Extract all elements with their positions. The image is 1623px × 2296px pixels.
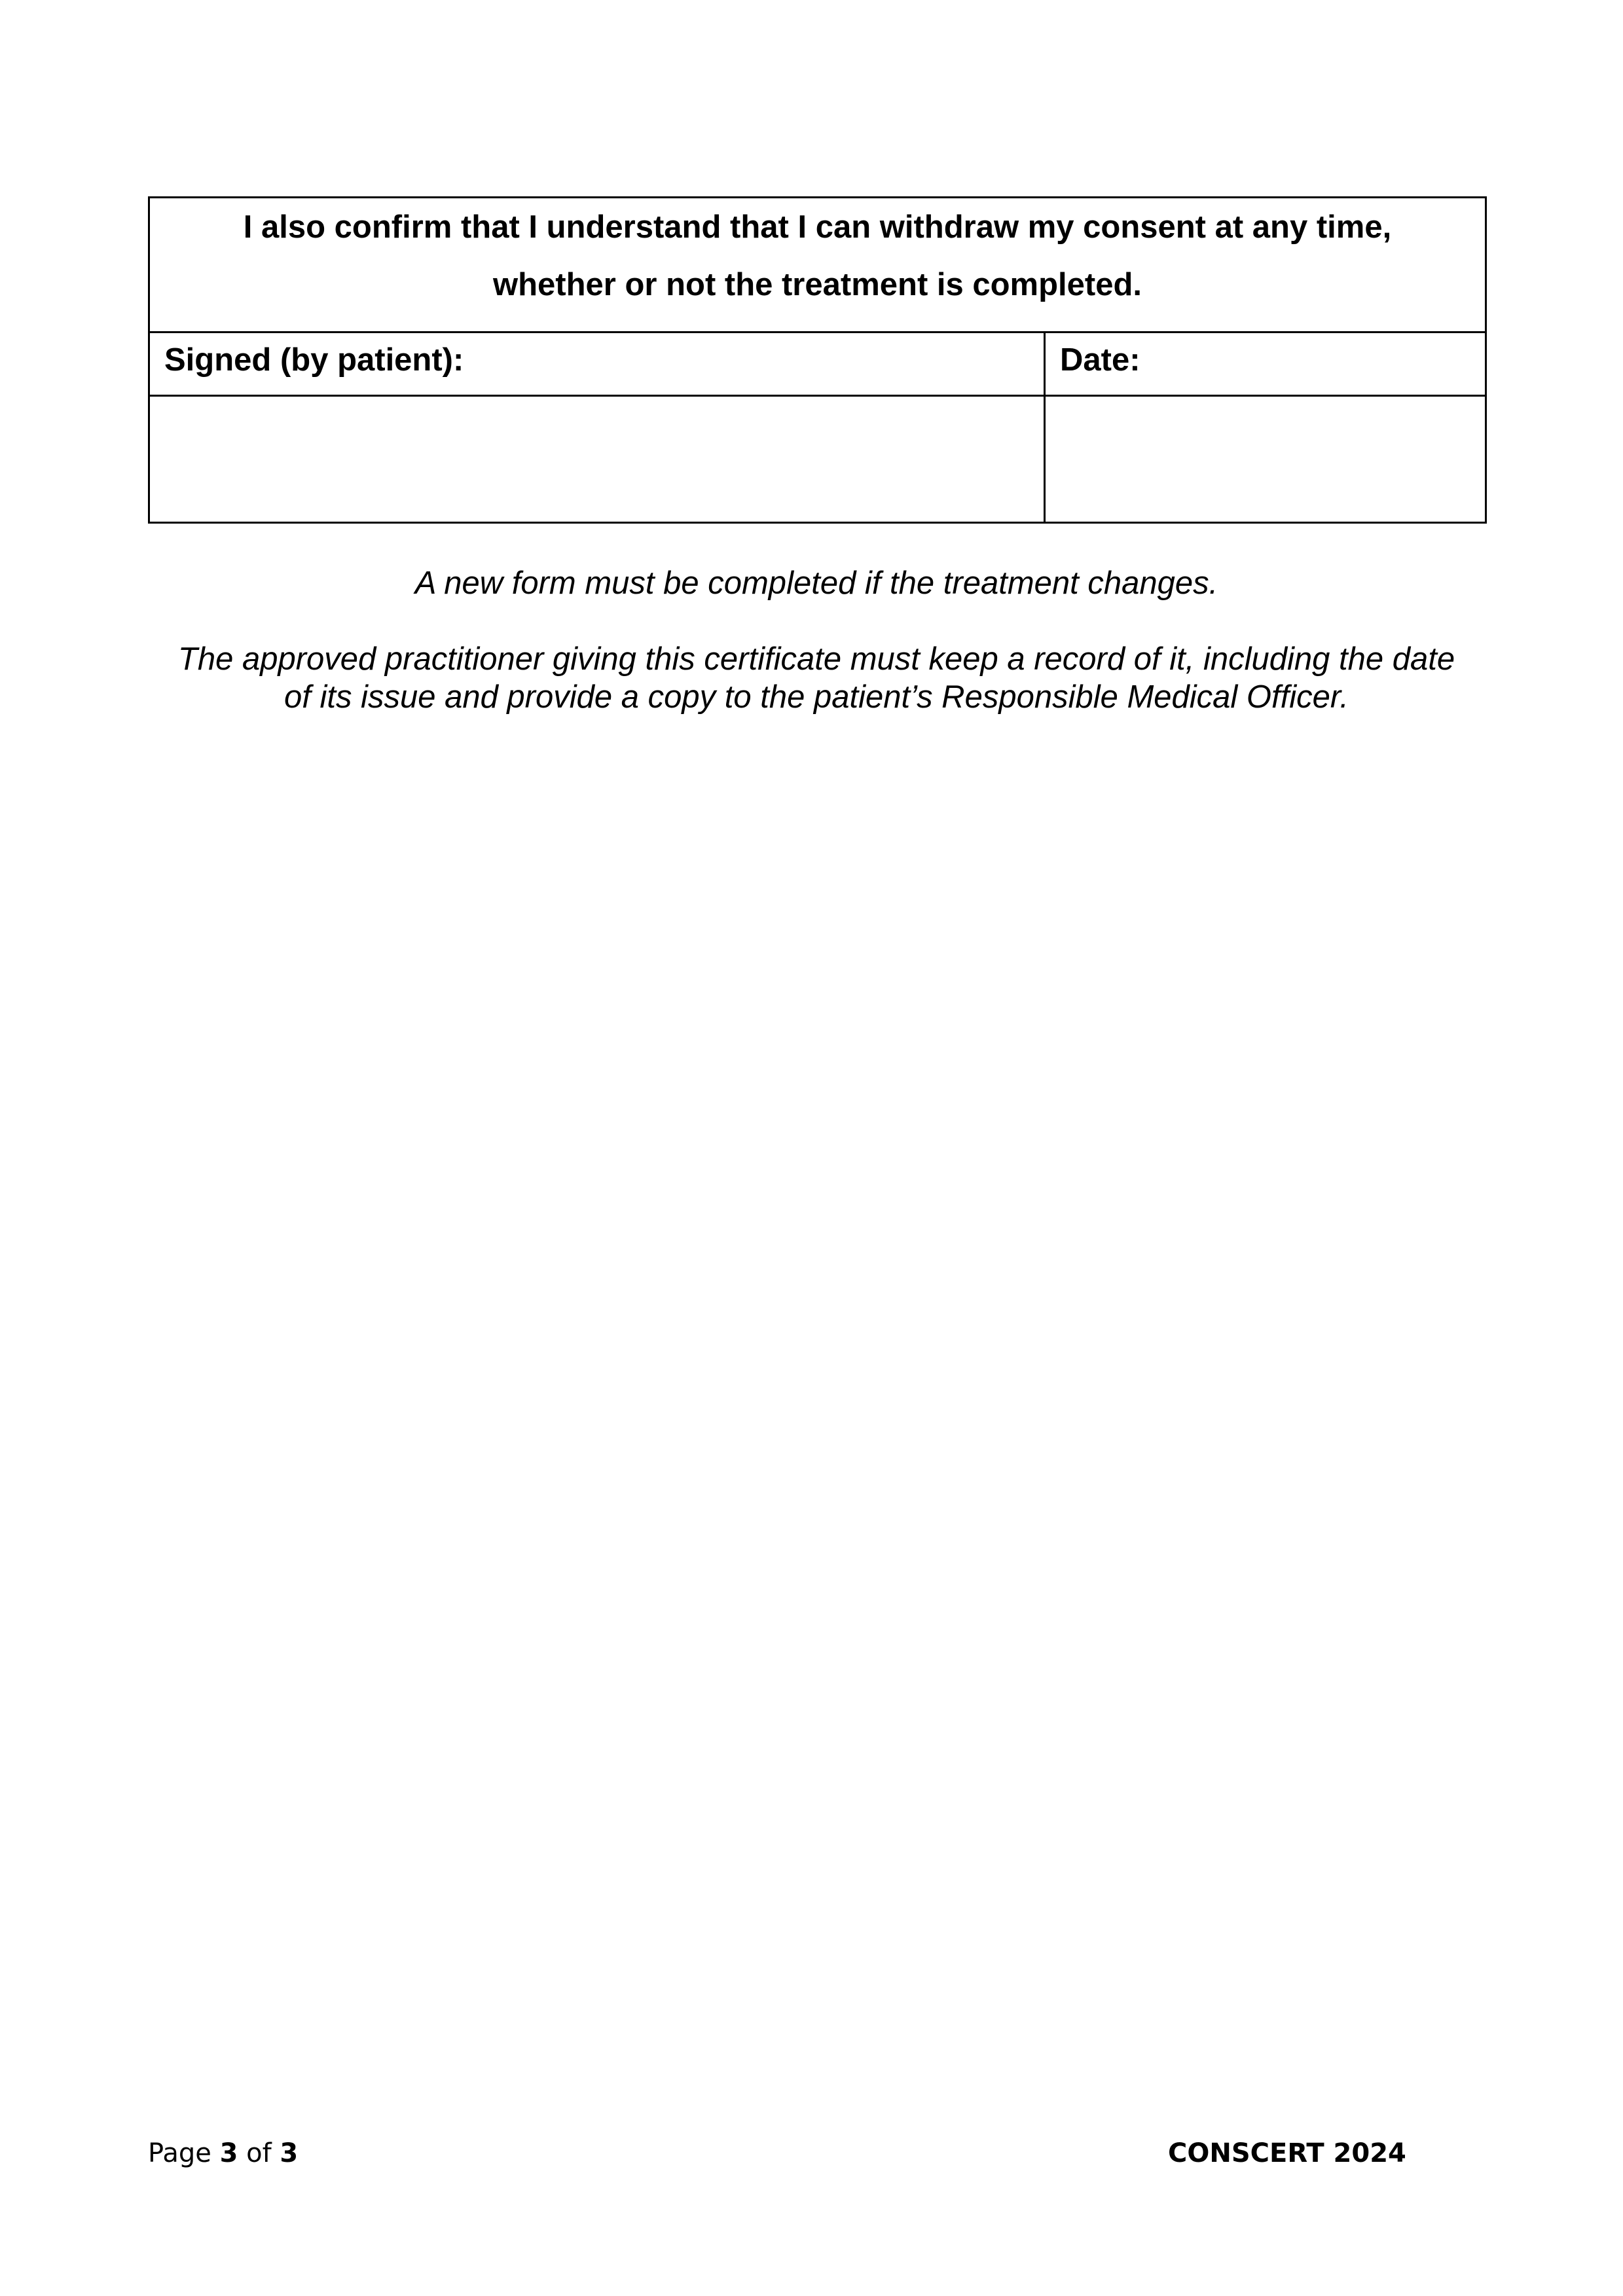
page-of: of xyxy=(246,2138,272,2168)
confirmation-line-2: whether or not the treatment is completed. xyxy=(492,267,1142,302)
signature-date-field[interactable] xyxy=(1045,396,1486,523)
page-number xyxy=(148,2137,298,2170)
record-note-line-2: of its issue and provide a copy to the patient’s Responsible Medical Officer. xyxy=(283,679,1349,715)
consent-signature-table xyxy=(148,196,1487,524)
page-current: 3 xyxy=(219,2138,238,2168)
signature-label-row xyxy=(149,332,1486,396)
page-total: 3 xyxy=(280,2138,299,2168)
form-code: CONSCERT 2024 xyxy=(1168,2138,1406,2168)
new-form-note: A new form must be completed if the treatment changes. xyxy=(414,565,1218,601)
signed-label-cell xyxy=(149,332,1045,396)
record-keeping-note xyxy=(148,640,1485,716)
date-label: Date: xyxy=(1060,342,1140,378)
confirmation-line-1: I also confirm that I understand that I can withdraw my consent at any time, xyxy=(243,209,1392,245)
date-label-cell xyxy=(1045,332,1486,396)
page-prefix: Page xyxy=(148,2138,211,2168)
confirmation-statement xyxy=(149,198,1486,332)
record-note-line-1: The approved practitioner giving this certificate must keep a record of it, including the date xyxy=(177,641,1455,677)
signed-by-patient-label: Signed (by patient): xyxy=(164,342,464,378)
signature-entry-row xyxy=(149,396,1486,523)
confirmation-row xyxy=(149,198,1486,332)
patient-signature-field[interactable] xyxy=(149,396,1045,523)
